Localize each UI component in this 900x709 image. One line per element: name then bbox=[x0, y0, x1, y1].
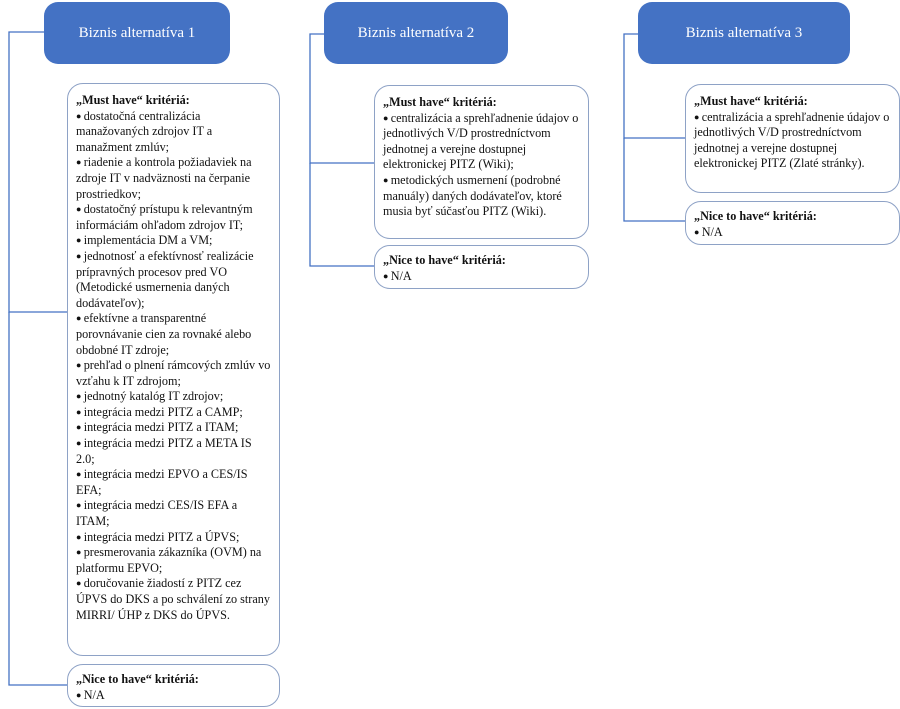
alt1-must-have-title: „Must have“ kritériá: bbox=[76, 93, 190, 107]
alt2-nice-to-have-title: „Nice to have“ kritériá: bbox=[383, 253, 506, 267]
alt2-must-have-card bbox=[374, 85, 589, 239]
list-item: ● doručovanie žiadostí z PITZ cez ÚPVS do DKS a po schválení zo strany MIRRI/ ÚHP z DKS do ÚPVS. bbox=[76, 576, 271, 623]
list-item: ● dostatočná centralizácia manažovaných zdrojov IT a manažment zmlúv; bbox=[76, 109, 271, 156]
alt1-must-have-list bbox=[76, 109, 271, 624]
list-item: ● N/A bbox=[694, 225, 891, 241]
connector-alt3-nice bbox=[624, 138, 685, 221]
list-item: ● dostatočný prístupu k relevantným informáciám ohľadom zdrojov IT; bbox=[76, 202, 271, 233]
alt2-nice-to-have-card bbox=[374, 245, 589, 289]
alt2-must-have-title: „Must have“ kritériá: bbox=[383, 95, 497, 109]
alt1-nice-to-have-card bbox=[67, 664, 280, 707]
list-item: ● prehľad o plnení rámcových zmlúv vo vzťahu k IT zdrojom; bbox=[76, 358, 271, 389]
alt3-title: Biznis alternatíva 3 bbox=[685, 24, 803, 41]
alt1-nice-to-have-list bbox=[76, 688, 271, 704]
list-item: ● jednotnosť a efektívnosť realizácie prípravných procesov pred VO (Metodické usmernenia daných dodávateľov); bbox=[76, 249, 271, 311]
alt1-nice-to-have-title: „Nice to have“ kritériá: bbox=[76, 672, 199, 686]
connector-alt2-nice bbox=[310, 163, 374, 266]
alt1-must-have-card bbox=[67, 83, 280, 656]
alt3-nice-to-have-title: „Nice to have“ kritériá: bbox=[694, 209, 817, 223]
list-item: ● integrácia medzi PITZ a ITAM; bbox=[76, 420, 271, 436]
list-item: ● N/A bbox=[76, 688, 271, 704]
alt1-header bbox=[44, 2, 230, 64]
list-item: ● riadenie a kontrola požiadaviek na zdroje IT v nadväznosti na čerpanie prostriedkov; bbox=[76, 155, 271, 202]
alt3-header bbox=[638, 2, 850, 64]
list-item: ● efektívne a transparentné porovnávanie cien za rovnaké alebo obdobné IT zdroje; bbox=[76, 311, 271, 358]
alt2-title: Biznis alternatíva 2 bbox=[357, 24, 475, 41]
list-item: ● jednotný katalóg IT zdrojov; bbox=[76, 389, 271, 405]
alt2-header bbox=[324, 2, 508, 64]
list-item: ● integrácia medzi PITZ a META IS 2.0; bbox=[76, 436, 271, 467]
alt1-title: Biznis alternatíva 1 bbox=[78, 24, 196, 41]
alt3-must-have-card bbox=[685, 84, 900, 193]
connector-alt1-nice bbox=[9, 312, 67, 685]
list-item: ● metodických usmernení (podrobné manuály) daných dodávateľov, ktoré musia byť súčasťou PITZ (Wiki). bbox=[383, 173, 580, 220]
alt3-nice-to-have-card bbox=[685, 201, 900, 245]
alt2-must-have-list bbox=[383, 111, 580, 220]
alt3-nice-to-have-list bbox=[694, 225, 891, 241]
list-item: ● N/A bbox=[383, 269, 580, 285]
list-item: ● centralizácia a sprehľadnenie údajov o jednotlivých V/D prostredníctvom jednotnej a verejne dostupnej elektronickej PITZ (Zlaté stránky). bbox=[694, 110, 891, 172]
list-item: ● presmerovania zákazníka (OVM) na platformu EPVO; bbox=[76, 545, 271, 576]
connector-alt1-must bbox=[9, 32, 67, 312]
list-item: ● integrácia medzi EPVO a CES/IS EFA; bbox=[76, 467, 271, 498]
list-item: ● integrácia medzi CES/IS EFA a ITAM; bbox=[76, 498, 271, 529]
alt2-nice-to-have-list bbox=[383, 269, 580, 285]
alt3-must-have-list bbox=[694, 110, 891, 172]
alt3-must-have-title: „Must have“ kritériá: bbox=[694, 94, 808, 108]
list-item: ● centralizácia a sprehľadnenie údajov o jednotlivých V/D prostredníctvom jednotnej a verejne dostupnej elektronickej PITZ (Wiki); bbox=[383, 111, 580, 173]
list-item: ● integrácia medzi PITZ a ÚPVS; bbox=[76, 530, 271, 546]
list-item: ● integrácia medzi PITZ a CAMP; bbox=[76, 405, 271, 421]
list-item: ● implementácia DM a VM; bbox=[76, 233, 271, 249]
